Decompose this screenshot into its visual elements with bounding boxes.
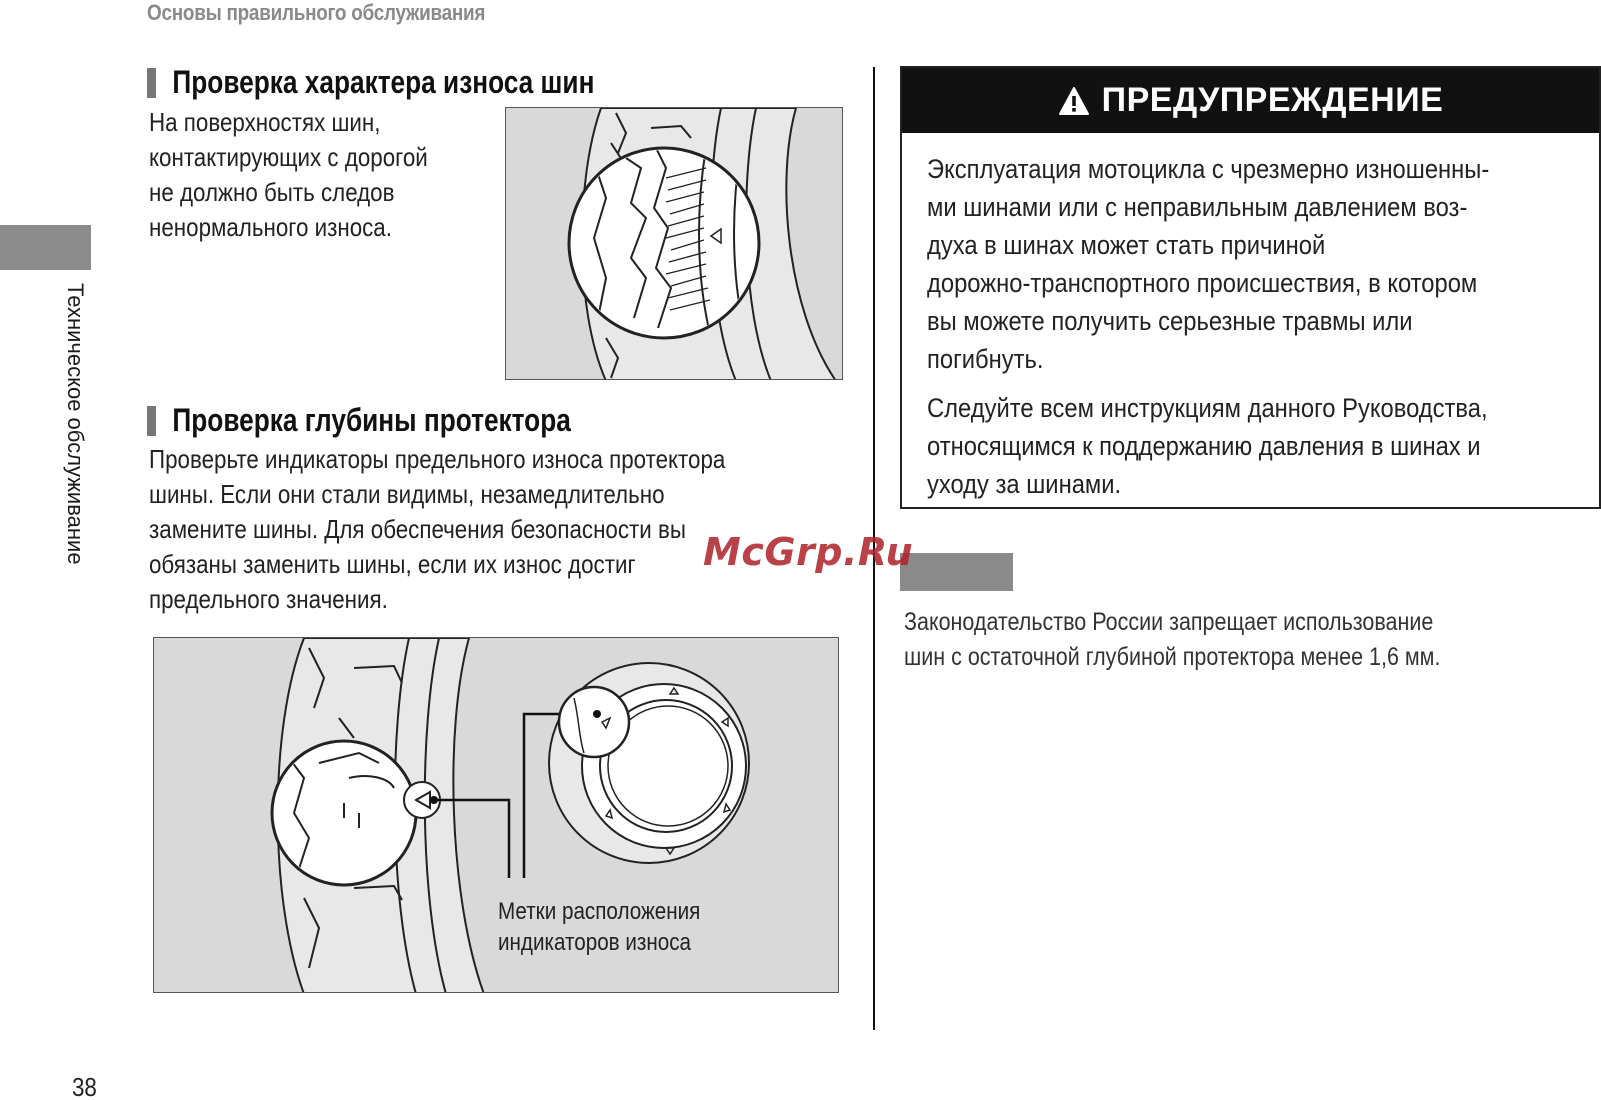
warning-body (927, 150, 1489, 514)
page-number: 38 (72, 1072, 97, 1100)
text-line: относящимся к поддержанию давления в шинах и (927, 431, 1481, 461)
warning-paragraph (927, 150, 1489, 378)
text-line: предельного значения. (149, 584, 388, 614)
tread-indicator-svg (154, 638, 839, 993)
warning-header (902, 68, 1599, 133)
section-depth-title: Проверка глубины протектора (172, 402, 571, 438)
tire-wear-svg (506, 108, 843, 380)
text-line: обязаны заменить шины, если их износ достиг (149, 549, 636, 579)
side-chapter-tab (0, 225, 91, 270)
warning-title: ПРЕДУПРЕЖДЕНИЕ (1101, 81, 1444, 119)
page-header-title: Основы правильного обслуживания (147, 0, 486, 25)
indicator-caption (498, 896, 700, 958)
text-line: дорожно-транспортного происшествия, в котором (927, 268, 1478, 298)
heading-bar-icon (147, 406, 156, 436)
section-wear-text (149, 105, 428, 245)
warning-triangle-icon (1058, 86, 1090, 116)
text-line: погибнуть. (927, 344, 1044, 374)
text-line: Проверьте индикаторы предельного износа протектора (149, 444, 726, 474)
section-wear-heading (147, 64, 594, 101)
section-depth-text (149, 442, 725, 617)
text-line: не должно быть следов (149, 177, 395, 207)
side-chapter-label: Техническое обслуживание (63, 283, 88, 565)
text-line: Следуйте всем инструкциям данного Руководства, (927, 393, 1488, 423)
warning-box (900, 66, 1601, 509)
text-line: замените шины. Для обеспечения безопасности вы (149, 514, 686, 544)
warning-paragraph (927, 389, 1489, 503)
text-line: Эксплуатация мотоцикла с чрезмерно изношенны- (927, 154, 1490, 184)
watermark: McGrp.Ru (703, 530, 914, 574)
note-tab (900, 553, 1013, 591)
text-line: вы можете получить серьезные травмы или (927, 306, 1413, 336)
heading-bar-icon (147, 68, 156, 98)
text-line: шины. Если они стали видимы, незамедлительно (149, 479, 665, 509)
section-depth-heading (147, 402, 571, 439)
text-line: Законодательство России запрещает использование (904, 608, 1434, 636)
text-line: ненормального износа. (149, 212, 392, 242)
tread-indicator-illustration (153, 637, 839, 993)
text-line: шин с остаточной глубиной протектора менее 1,6 мм. (904, 643, 1441, 671)
caption-line: индикаторов износа (498, 929, 692, 956)
text-line: На поверхностях шин, (149, 107, 381, 137)
text-line: ми шинами или с неправильным давлением воз- (927, 192, 1468, 222)
tire-wear-illustration (505, 107, 843, 380)
note-text (904, 605, 1440, 675)
text-line: уходу за шинами. (927, 469, 1122, 499)
section-wear-title: Проверка характера износа шин (172, 64, 595, 100)
caption-line: Метки расположения (498, 898, 701, 925)
text-line: духа в шинах может стать причиной (927, 230, 1326, 260)
text-line: контактирующих с дорогой (149, 142, 428, 172)
